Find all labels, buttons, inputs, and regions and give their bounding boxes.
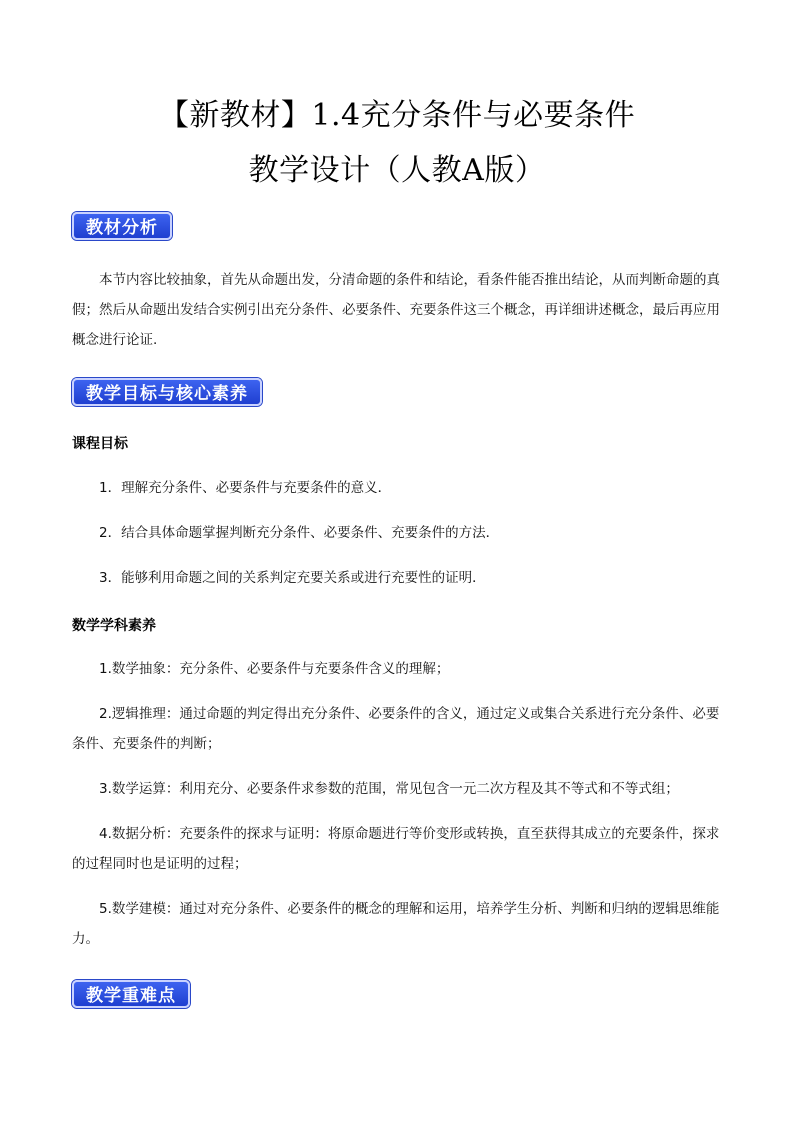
section-badge-objectives: 教学目标与核心素养 (72, 378, 262, 406)
literacy-item: 4.数据分析：充要条件的探求与证明：将原命题进行等价变形或转换，直至获得其成立的充要条件，探求的过程同时也是证明的过程； (72, 826, 720, 872)
literacy-item: 5.数学建模：通过对充分条件、必要条件的概念的理解和运用，培养学生分析、判断和归纳的逻辑思维能力。 (72, 901, 720, 947)
course-goal-item: 3．能够利用命题之间的关系判定充要关系或进行充要性的证明． (99, 570, 486, 586)
course-goals-heading: 课程目标 (72, 436, 128, 452)
course-goal-item: 1．理解充分条件、必要条件与充要条件的意义． (99, 480, 392, 496)
section-badge-difficulties: 教学重难点 (72, 980, 190, 1008)
course-goal-item: 2．结合具体命题掌握判断充分条件、必要条件、充要条件的方法． (99, 525, 500, 541)
literacy-heading: 数学学科素养 (72, 618, 156, 634)
literacy-item: 1.数学抽象：充分条件、必要条件与充要条件含义的理解； (99, 661, 450, 677)
analysis-paragraph: 本节内容比较抽象，首先从命题出发，分清命题的条件和结论，看条件能否推出结论，从而判断命题的真假；然后从命题出发结合实例引出充分条件、必要条件、充要条件这三个概念，再详细讲述概念，最后再应用概念进行论证. (72, 272, 720, 348)
section-badge-analysis: 教材分析 (72, 212, 172, 240)
doc-title-line1: 【新教材】1.4充分条件与必要条件 (158, 98, 636, 133)
literacy-item: 3.数学运算：利用充分、必要条件求参数的范围，常见包含一元二次方程及其不等式和不等式组； (99, 781, 679, 797)
literacy-item: 2.逻辑推理：通过命题的判定得出充分条件、必要条件的含义，通过定义或集合关系进行充分条件、必要条件、充要条件的判断； (72, 706, 720, 752)
doc-title-line2: 教学设计（人教A版） (248, 153, 546, 188)
